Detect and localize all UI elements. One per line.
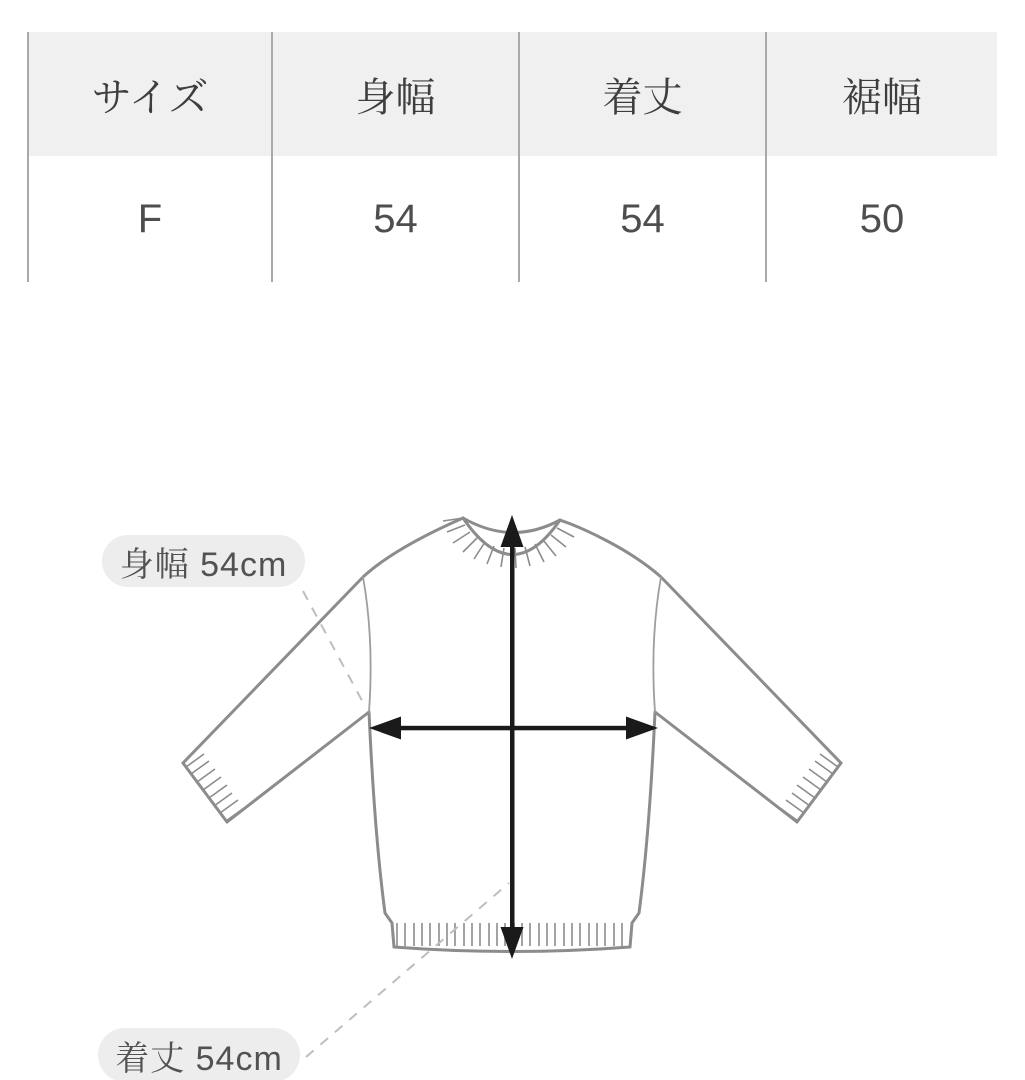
col-header-size: サイズ [27, 32, 271, 156]
cell-size-value: F [27, 156, 271, 282]
leader-line-length [306, 883, 509, 1057]
right-cuff-ribbing [780, 754, 838, 821]
col-header-length: 着丈 [518, 32, 765, 156]
length-label: 着丈 54cm [98, 1028, 300, 1080]
cell-hem-width-value: 50 [765, 156, 997, 282]
leader-lines [303, 591, 509, 1057]
col-header-body-width: 身幅 [271, 32, 518, 156]
length-arrow [501, 515, 524, 959]
col-header-hem-width: 裾幅 [765, 32, 997, 156]
body-width-label: 身幅 54cm [102, 535, 305, 587]
cell-length-value: 54 [518, 156, 765, 282]
size-table [27, 32, 997, 282]
cell-body-width-value: 54 [271, 156, 518, 282]
left-cuff-ribbing [186, 754, 244, 821]
